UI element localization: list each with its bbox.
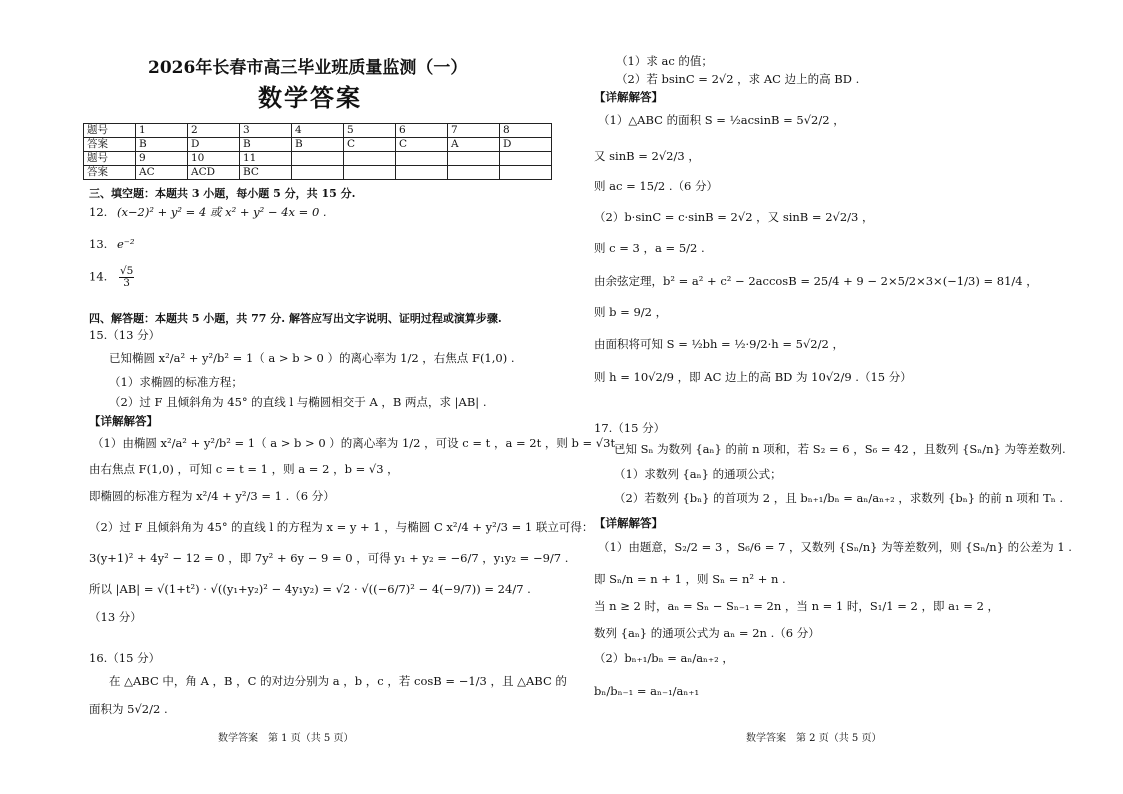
- q15-part1: （1）求椭圆的标准方程；: [109, 375, 243, 389]
- answer-table-cell: C: [344, 138, 396, 152]
- q16-solution-line-9: 则 h = 10√2/9 ，即 AC 边上的高 BD 为 10√2/9 .（15 分）: [594, 370, 912, 384]
- answer-table: [83, 123, 552, 180]
- answer-table-cell: 6: [396, 124, 448, 138]
- answer-table-cell: D: [500, 138, 552, 152]
- answer-table-cell: BC: [240, 166, 292, 180]
- q17-solution-line-3: 当 n ≥ 2 时，aₙ = Sₙ − Sₙ₋₁ = 2n ，当 n = 1 时，S₁/1 = 2 ，即 a₁ = 2 ，: [594, 599, 1000, 613]
- answer-table-cell: [396, 152, 448, 166]
- q17-stem: 已知 Sₙ 为数列 {aₙ} 的前 n 项和，若 S₂ = 6 ，S₆ = 42 ，且数列 {Sₙ/n} 为等差数列.: [614, 442, 1066, 456]
- page-2: [562, 0, 1123, 794]
- q16-solution-label: 【详解解答】: [594, 90, 663, 104]
- answer-table-cell: 5: [344, 124, 396, 138]
- answer-table-row: [84, 152, 552, 166]
- q14-numerator: √5: [119, 265, 134, 277]
- q16-stem-line-1: 在 △ABC 中，角 A ，B ，C 的对边分别为 a ，b ，c ，若 cosB = −1/3 ，且 △ABC 的: [109, 674, 567, 688]
- q13-number: 13.: [89, 237, 108, 251]
- answer-table-cell: B: [292, 138, 344, 152]
- answer-table-cell: C: [396, 138, 448, 152]
- q16-solution-line-6: 由余弦定理，b² = a² + c² − 2accosB = 25/4 + 9 − 2×5/2×3×(−1/3) = 81/4 ，: [594, 274, 1038, 288]
- q15-solution-line-7: （13 分）: [89, 610, 142, 624]
- q17-solution-line-2: 即 Sₙ/n = n + 1 ，则 Sₙ = n² + n .: [594, 572, 786, 586]
- q15-solution-label: 【详解解答】: [89, 414, 158, 428]
- q16-number: 16.（15 分）: [89, 651, 161, 665]
- q17-solution-line-4: 数列 {aₙ} 的通项公式为 aₙ = 2n .（6 分）: [594, 626, 820, 640]
- q15-solution-line-4: （2）过 F 且倾斜角为 45° 的直线 l 的方程为 x = y + 1 ，与椭圆 C x²/4 + y²/3 = 1 联立可得：: [89, 520, 594, 534]
- q13-text: e⁻²: [116, 237, 135, 251]
- q17-solution-line-6: bₙ/bₙ₋₁ = aₙ₋₁/aₙ₊₁: [594, 684, 700, 698]
- answer-table-row-label: 题号: [84, 124, 136, 138]
- section4-heading: 四、解答题：本题共 5 小题，共 77 分. 解答应写出文字说明、证明过程或演算步骤.: [89, 312, 502, 325]
- q15-stem: 已知椭圆 x²/a² + y²/b² = 1（ a > b > 0 ）的离心率为 1/2 ，右焦点 F(1,0) .: [109, 351, 515, 365]
- q15-solution-line-2: 由右焦点 F(1,0) ，可知 c = t = 1 ，则 a = 2 ，b = √3 ，: [89, 462, 399, 476]
- q16-solution-line-4: （2）b·sinC = c·sinB = 2√2 ，又 sinB = 2√2/3 ，: [594, 210, 874, 224]
- answer-table-cell: [396, 166, 448, 180]
- q14-answer: [89, 266, 135, 288]
- q16-part1: （1）求 ac 的值；: [616, 54, 713, 68]
- answer-table-cell: [292, 152, 344, 166]
- answer-table-row: [84, 166, 552, 180]
- answer-table-cell: [448, 152, 500, 166]
- q15-number: 15.（13 分）: [89, 328, 161, 342]
- q16-solution-line-7: 则 b = 9/2 ，: [594, 305, 668, 319]
- answer-table-cell: [292, 166, 344, 180]
- q15-solution-line-5: 3(y+1)² + 4y² − 12 = 0 ，即 7y² + 6y − 9 = 0 ，可得 y₁ + y₂ = −6/7 ，y₁y₂ = −9/7 .: [89, 551, 569, 565]
- answer-table-cell: A: [448, 138, 500, 152]
- answer-table-cell: 2: [188, 124, 240, 138]
- answer-table-cell: 8: [500, 124, 552, 138]
- answer-table-cell: 9: [136, 152, 188, 166]
- q16-solution-line-2: 又 sinB = 2√2/3 ，: [594, 149, 700, 163]
- q16-stem-line-2: 面积为 5√2/2 .: [89, 702, 168, 716]
- q15-solution-line-1: （1）由椭圆 x²/a² + y²/b² = 1（ a > b > 0 ）的离心率为 1/2 ，可设 c = t ，a = 2t ，则 b = √3t ，: [92, 436, 631, 450]
- q12-answer: [89, 206, 327, 219]
- q17-solution-label: 【详解解答】: [594, 516, 663, 530]
- answer-table-cell: 11: [240, 152, 292, 166]
- answer-table-row: [84, 138, 552, 152]
- q12-text: (x−2)² + y² = 4 或 x² + y² − 4x = 0 .: [116, 205, 327, 219]
- q16-part2: （2）若 bsinC = 2√2 ，求 AC 边上的高 BD .: [616, 72, 860, 86]
- q15-part2: （2）过 F 且倾斜角为 45° 的直线 l 与椭圆相交于 A ，B 两点，求 |AB| .: [109, 395, 487, 409]
- q17-solution-line-5: （2）bₙ₊₁/bₙ = aₙ/aₙ₊₂ ，: [594, 651, 734, 665]
- exam-title: 2026年长春市高三毕业班质量监测（一）: [148, 58, 468, 78]
- q15-solution-line-6: 所以 |AB| = √(1+t²) · √((y₁+y₂)² − 4y₁y₂) = √2 · √((−6/7)² − 4(−9/7)) = 24/7 .: [89, 582, 531, 596]
- answer-table-row-label: 答案: [84, 138, 136, 152]
- answer-table-cell: [344, 166, 396, 180]
- answer-table-cell: 7: [448, 124, 500, 138]
- q14-fraction: [119, 266, 134, 288]
- answer-table-cell: 3: [240, 124, 292, 138]
- answer-table-cell: B: [136, 138, 188, 152]
- q17-part2: （2）若数列 {bₙ} 的首项为 2 ，且 bₙ₊₁/bₙ = aₙ/aₙ₊₂ ，求数列 {bₙ} 的前 n 项和 Tₙ .: [614, 491, 1064, 505]
- answer-table-cell: [344, 152, 396, 166]
- answer-table-cell: 4: [292, 124, 344, 138]
- answer-table-cell: AC: [136, 166, 188, 180]
- q17-number: 17.（15 分）: [594, 421, 666, 435]
- q16-solution-line-8: 由面积将可知 S = ½bh = ½·9/2·h = 5√2/2 ，: [594, 337, 844, 351]
- answer-table-cell: [500, 152, 552, 166]
- answer-table-row: [84, 124, 552, 138]
- answer-table-cell: 10: [188, 152, 240, 166]
- q16-solution-line-1: （1）△ABC 的面积 S = ½acsinB = 5√2/2 ，: [598, 113, 845, 127]
- answer-table-cell: [500, 166, 552, 180]
- q16-solution-line-5: 则 c = 3 ，a = 5/2 .: [594, 241, 705, 255]
- answer-table-row-label: 题号: [84, 152, 136, 166]
- q13-answer: [89, 238, 134, 251]
- answer-table-cell: ACD: [188, 166, 240, 180]
- answer-table-cell: 1: [136, 124, 188, 138]
- q14-number: 14.: [89, 269, 108, 284]
- q17-part1: （1）求数列 {aₙ} 的通项公式；: [614, 467, 782, 481]
- answer-table-cell: D: [188, 138, 240, 152]
- q16-solution-line-3: 则 ac = 15/2 .（6 分）: [594, 179, 719, 193]
- q15-solution-line-3: 即椭圆的标准方程为 x²/4 + y²/3 = 1 .（6 分）: [89, 489, 335, 503]
- section3-heading: 三、填空题：本题共 3 小题，每小题 5 分，共 15 分.: [89, 187, 356, 200]
- q14-denominator: 3: [119, 277, 134, 289]
- footer-page-2: 数学答案 第 2 页（共 5 页）: [746, 733, 882, 744]
- q17-solution-line-1: （1）由题意，S₂/2 = 3 ，S₆/6 = 7 ，又数列 {Sₙ/n} 为等差数列，则 {Sₙ/n} 的公差为 1 .: [598, 540, 1072, 554]
- answer-table-row-label: 答案: [84, 166, 136, 180]
- footer-page-1: 数学答案 第 1 页（共 5 页）: [218, 733, 354, 744]
- answer-table-cell: B: [240, 138, 292, 152]
- answer-key-title: 数学答案: [258, 83, 362, 112]
- answer-table-cell: [448, 166, 500, 180]
- q12-number: 12.: [89, 205, 108, 219]
